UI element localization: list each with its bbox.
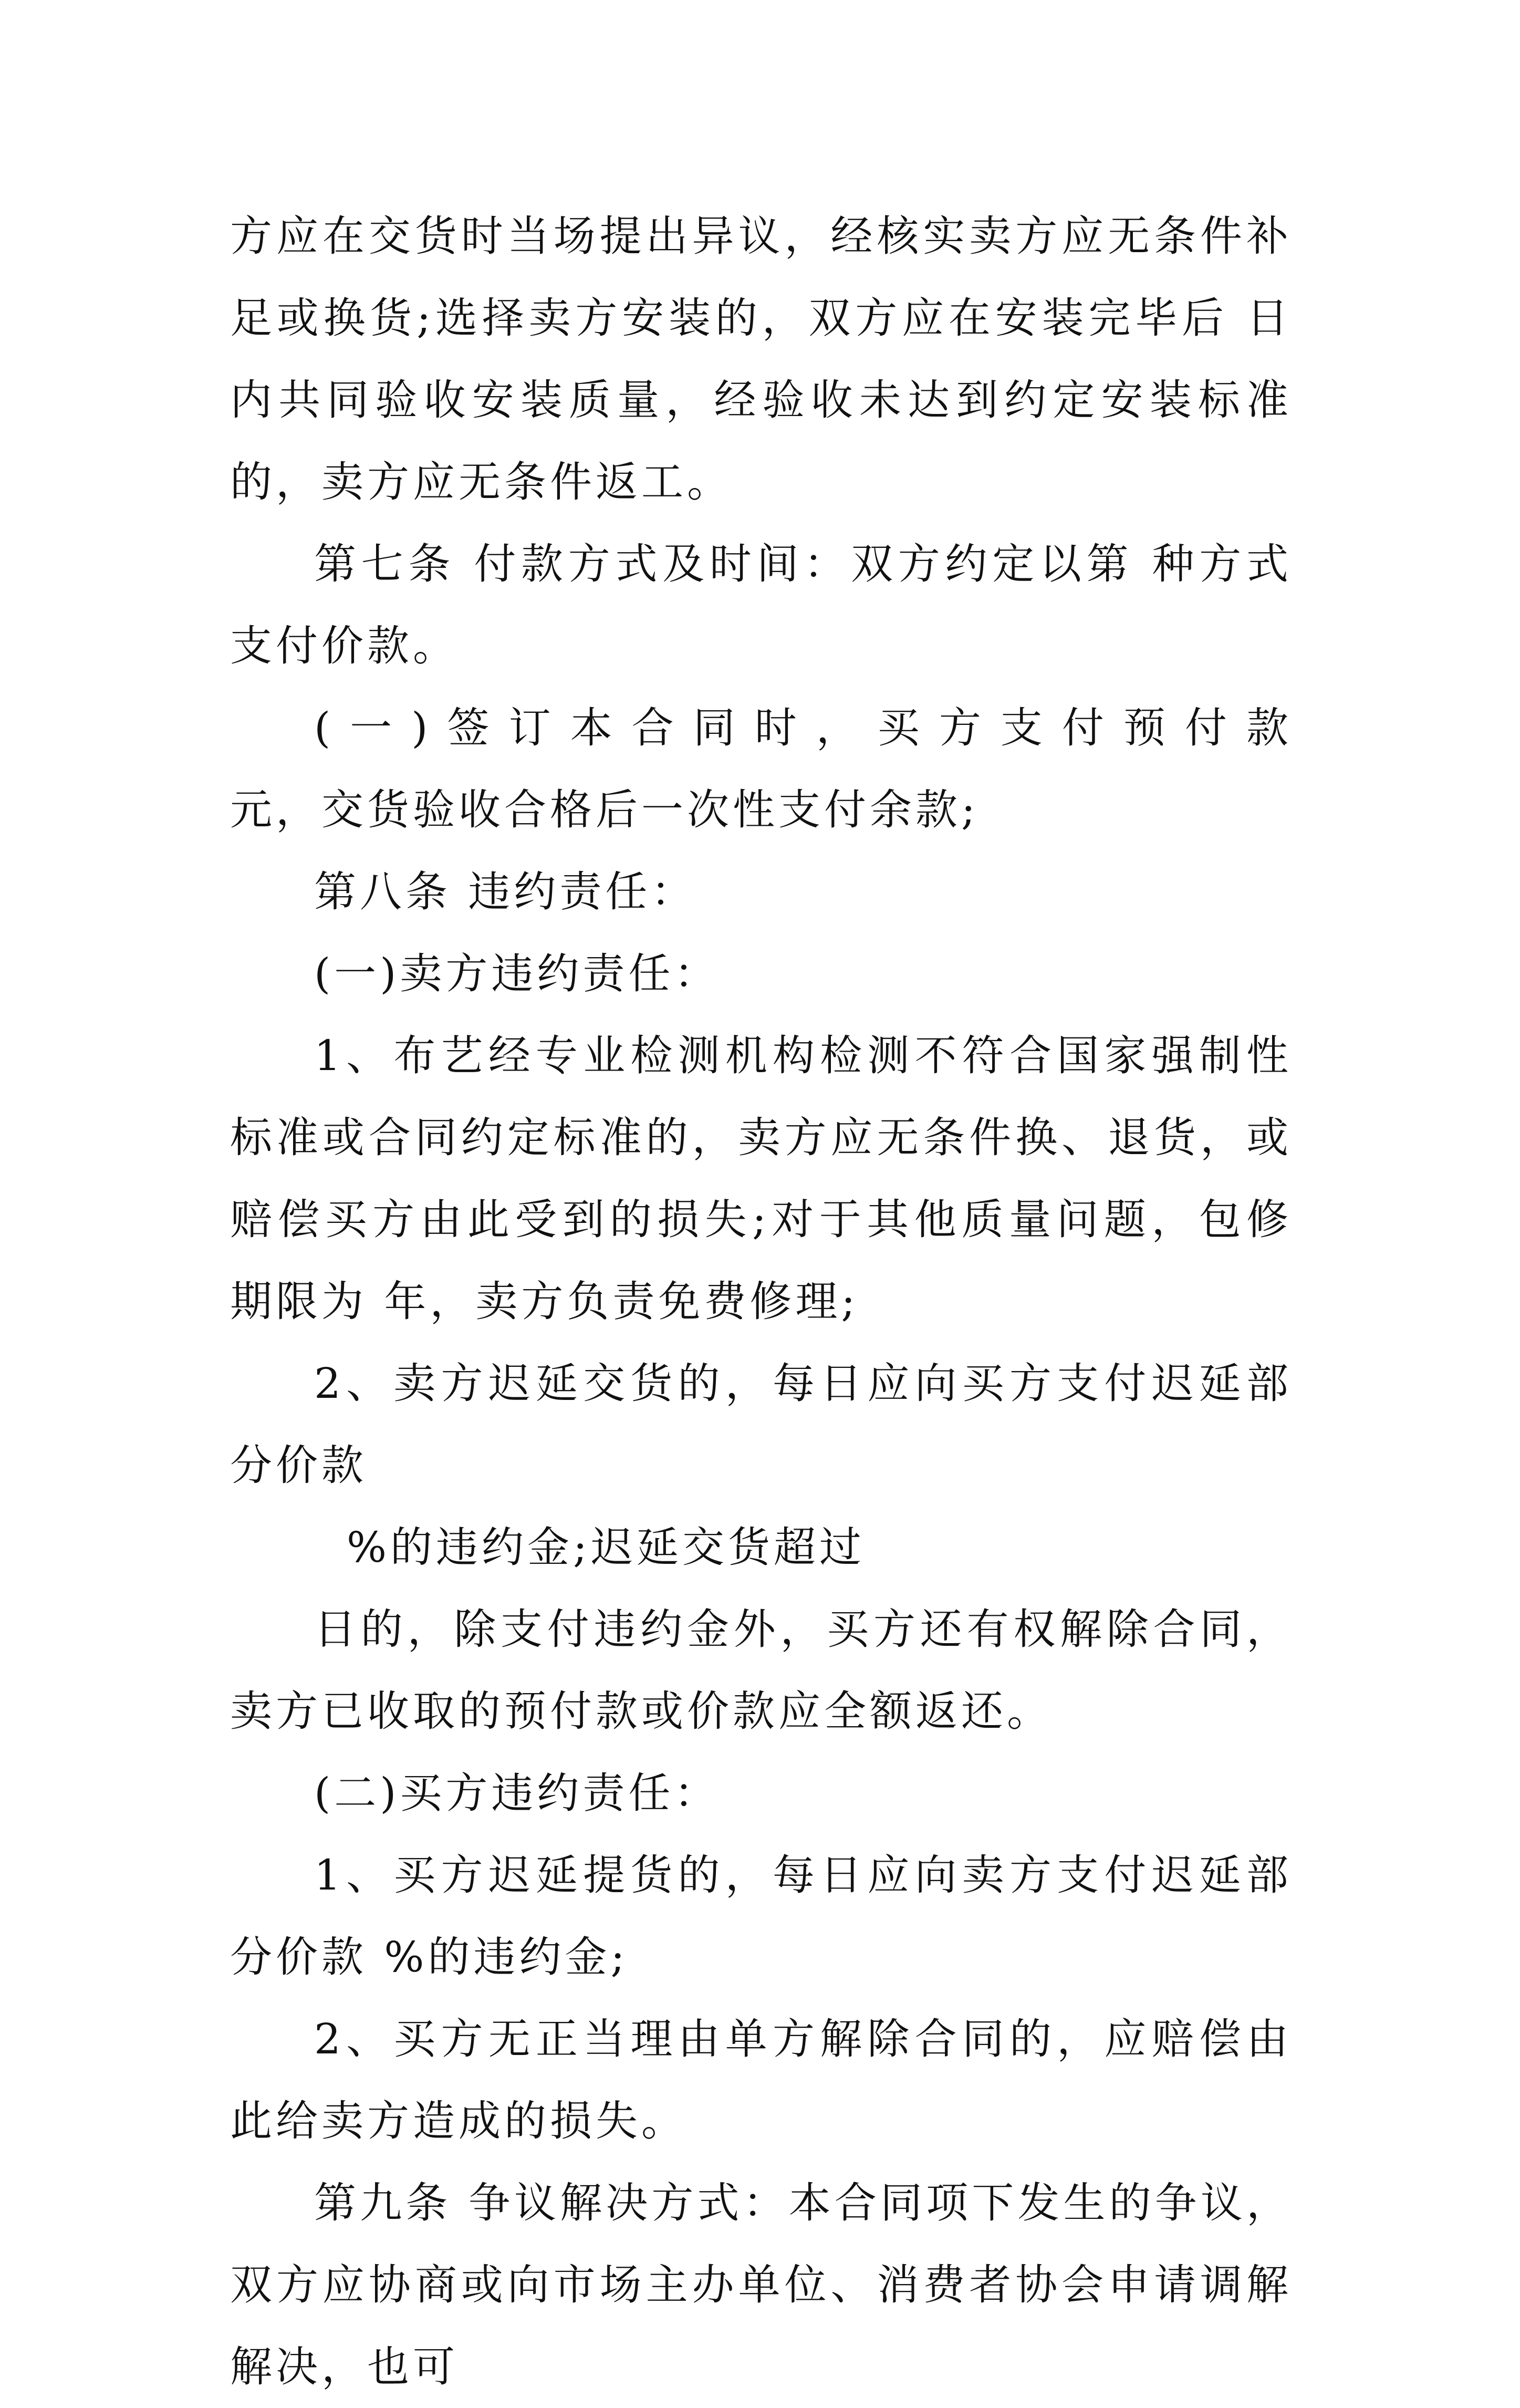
paragraph-buyer-liability-2: 2、买方无正当理由单方解除合同的，应赔偿由此给卖方造成的损失。	[230, 2015, 1292, 2145]
paragraph-payment-option-1: (一)签订本合同时，买方支付预付款 元，交货验收合格后一次性支付余款;	[230, 703, 1497, 834]
paragraph-buyer-liability-1: 1、买方迟延提货的，每日应向卖方支付迟延部分价款 %的违约金;	[230, 1851, 1292, 1981]
paragraph-article-9: 第九条 争议解决方式：本合同项下发生的争议，双方应协商或向市场主办单位、消费者协会申请调解解决，也可	[230, 2178, 1292, 2391]
paragraph-seller-liability-2-cont: %的违约金;迟延交货超过	[347, 1523, 865, 1572]
paragraph-seller-liability-2-cont2: 日的，除支付违约金外，买方还有权解除合同，卖方已收取的预付款或价款应全额返还。	[230, 1605, 1292, 1736]
paragraph-seller-liability-heading: (一)卖方违约责任：	[314, 949, 720, 998]
paragraph-acceptance-clause: 方应在交货时当场提出异议，经核实卖方应无条件补足或换货;选择卖方安装的，双方应在安装完毕后 日内共同验收安装质量，经验收未达到约定安装标准的，卖方应无条件返工。	[230, 212, 1292, 506]
paragraph-article-7: 第七条 付款方式及时间：双方约定以第 种方式支付价款。	[230, 539, 1292, 670]
document-body	[230, 195, 1497, 2408]
paragraph-buyer-liability-heading: (二)买方违约责任：	[314, 1769, 720, 1818]
paragraph-article-8: 第八条 违约责任：	[314, 867, 697, 916]
paragraph-seller-liability-1: 1、布艺经专业检测机构检测不符合国家强制性标准或合同约定标准的，卖方应无条件换、退货，或赔偿买方由此受到的损失;对于其他质量问题，包修期限为 年，卖方负责免费修理;	[230, 1031, 1292, 1326]
paragraph-seller-liability-2: 2、卖方迟延交货的，每日应向买方支付迟延部分价款	[230, 1359, 1292, 1490]
